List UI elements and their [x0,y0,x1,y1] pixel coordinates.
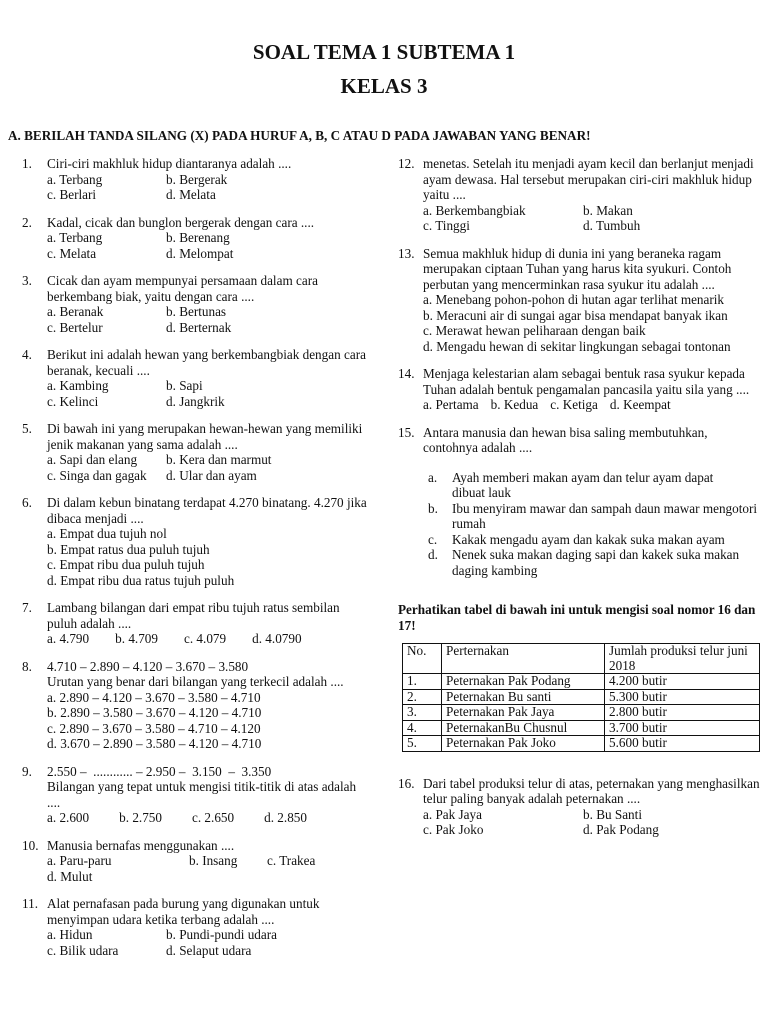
option-letter: b. [428,500,438,516]
option-b[interactable]: b. Kedua [490,397,539,412]
option-c[interactable]: c. Ketiga [550,397,598,412]
option-b[interactable]: b. Makan [583,202,633,218]
option-d[interactable]: d. Melompat [166,245,234,261]
table-cell: 3.700 butir [605,720,760,736]
question-15 [398,425,760,579]
question-number: 7. [22,600,32,615]
table-cell: Peternakan Pak Jaya [442,705,605,721]
option-text: Ayah memberi makan ayam dan telur ayam dapat dibuat lauk [452,469,734,500]
table-header-row [403,644,760,674]
question-number: 6. [22,495,32,510]
option-c[interactable]: c. Berlari [47,187,97,202]
table-cell: 5. [403,736,442,752]
option-a[interactable]: a. Menebang pohon-pohon di hutan agar terlihat menarik [423,292,725,307]
question-11 [22,896,370,958]
table-instruction: Perhatikan tabel di bawah ini untuk mengisi soal nomor 16 dan 17! [398,602,756,633]
question-12 [398,156,760,234]
option-c[interactable]: c. Merawat hewan peliharaan dengan baik [423,323,646,338]
question-1 [22,156,370,203]
option-b[interactable]: b. Sapi [166,378,203,393]
section-instruction: A. BERILAH TANDA SILANG (X) PADA HURUF A, B, C ATAU D PADA JAWABAN YANG BENAR! [8,128,591,143]
option-a[interactable]: a. Berkembangbiak [423,202,526,218]
table-cell: Peternakan Pak Joko [442,736,605,752]
option-b[interactable]: b. Bu Santi [583,806,642,822]
question-14 [398,366,760,413]
page-subtitle: KELAS 3 [340,74,428,98]
option-a[interactable] [428,470,760,501]
option-a[interactable]: a. Sapi dan elang [47,452,138,467]
table-cell: 2. [403,689,442,705]
table-cell: 3. [403,705,442,721]
option-b[interactable]: b. Empat ratus dua puluh tujuh [47,541,210,557]
question-6 [22,495,370,588]
table-cell: Peternakan Pak Podang [442,674,605,690]
option-c[interactable]: c. Empat ribu dua puluh tujuh [47,557,205,572]
header-cell: Perternakan [442,644,605,674]
option-c[interactable]: c. Pak Joko [423,822,484,837]
question-text: Di bawah ini yang merupakan hewan-hewan yang memiliki jenik makanan yang sama adalah .... [47,421,363,452]
option-d[interactable]: d. Jangkrik [166,393,225,409]
option-c[interactable]: c. Bilik udara [47,942,119,958]
option-b[interactable]: b. Kera dan marmut [166,452,272,467]
option-a[interactable]: a. Pertama [423,397,479,412]
table-cell: 5.600 butir [605,736,760,752]
question-text: menetas. Setelah itu menjadi ayam kecil dan berlanjut menjadi ayam dewasa. Hal tersebut merupakan ciri-ciri makhluk hidup yaitu .... [423,156,754,202]
option-b[interactable]: b. 2.890 – 3.580 – 3.670 – 4.120 – 4.710 [47,705,262,720]
question-number: 15. [398,424,415,440]
question-number: 9. [22,763,32,779]
table-cell: 1. [403,674,442,690]
question-16 [398,776,760,838]
question-text: Semua makhluk hidup di dunia ini yang beraneka ragam merupakan ciptaan Tuhan yang harus kita syukuri. Contoh perbutan yang mencerminkan rasa syukur itu adalah .... [423,245,732,292]
option-c[interactable]: c. 2.890 – 3.670 – 3.580 – 4.710 – 4.120 [47,720,261,736]
question-text: Dari tabel produksi telur di atas, peternakan yang menghasilkan telur paling banyak adalah peternakan .... [423,775,760,806]
question-number: 10. [22,837,39,853]
option-c[interactable]: c. 2.650 [191,810,235,825]
option-d[interactable]: d. 3.670 – 2.890 – 3.580 – 4.120 – 4.710 [47,736,262,751]
option-letter: d. [428,547,438,562]
option-a[interactable]: a. 4.790 [47,631,90,646]
option-d[interactable]: d. Berternak [166,319,232,335]
question-number: 5. [22,421,32,436]
option-text: Nenek suka makan daging sapi dan kakek suka makan daging kambing [452,547,740,578]
right-column [398,156,760,850]
table-cell: PeternakanBu Chusnul [442,720,605,736]
question-text: Menjaga kelestarian alam sebagai bentuk rasa syukur kepada Tuhan adalah bentuk pengamalan pancasila yaitu sila yang .... [423,366,750,397]
option-d[interactable]: d. Keempat [609,397,671,412]
question-13 [398,246,760,355]
table-cell: 4. [403,720,442,736]
option-text: Kakak mengadu ayam dan kakak suka makan ayam [452,531,725,547]
option-d[interactable]: d. Mulut [47,868,93,884]
option-a[interactable]: a. Hidun [47,927,93,942]
option-c[interactable]: c. Singa dan gagak [47,467,147,483]
option-d[interactable]: d. Mengadu hewan di sekitar lingkungan sebagai tontonan [423,338,731,354]
option-c[interactable]: c. 4.079 [183,631,227,646]
table-row [403,689,760,705]
question-5 [22,421,370,483]
question-4 [22,347,370,409]
option-b[interactable]: b. 2.750 [119,810,162,825]
option-letter: c. [428,531,438,547]
question-2 [22,215,370,262]
option-text: Ibu menyiram mawar dan sampah daun mawar mengotori rumah [452,500,758,531]
option-b[interactable]: b. Bergerak [166,171,228,187]
option-c[interactable]: c. Kelinci [47,393,99,409]
table-row [403,674,760,690]
question-number: 8. [22,658,32,674]
option-d[interactable]: d. Tumbuh [583,218,641,233]
option-d[interactable] [428,547,760,578]
question-number: 3. [22,273,32,288]
option-a[interactable]: a. Beranak [47,304,104,319]
option-b[interactable]: b. Bertunas [166,304,227,319]
option-c[interactable] [428,532,760,548]
option-c[interactable]: c. Trakea [267,853,316,868]
question-number: 11. [22,896,38,911]
production-table [402,643,760,752]
question-number: 1. [22,156,32,171]
table-cell: 4.200 butir [605,674,760,690]
option-a[interactable]: a. 2.600 [47,810,90,825]
option-b[interactable]: b. Berenang [166,230,230,245]
header-cell: No. [403,644,442,674]
question-number: 13. [398,245,415,261]
option-a[interactable]: a. Empat dua tujuh nol [47,526,167,541]
question-number: 12. [398,156,415,171]
option-d[interactable]: d. 4.0790 [252,631,302,646]
question-number: 4. [22,347,32,362]
option-c[interactable]: c. Melata [47,245,97,261]
option-letter: a. [428,469,438,485]
question-text: Ciri-ciri makhluk hidup diantaranya adalah .... [47,156,292,171]
header-cell: Jumlah produksi telur juni 2018 [605,644,760,674]
option-d[interactable]: d. Ular dan ayam [166,467,257,483]
option-d[interactable]: d. 2.850 [264,810,307,825]
option-c[interactable]: c. Tinggi [423,218,470,233]
left-column [22,156,370,970]
question-prompt: Urutan yang benar dari bilangan yang terkecil adalah .... [47,674,344,689]
option-b[interactable]: b. 4.709 [115,631,158,646]
option-b[interactable]: b. Pundi-pundi udara [166,927,277,942]
question-prompt: Bilangan yang tepat untuk mengisi titik-titik di atas adalah .... [47,779,357,810]
question-text: Di dalam kebun binatang terdapat 4.270 binatang. 4.270 jika dibaca menjadi .... [47,495,367,526]
question-7 [22,600,370,647]
question-9 [22,764,370,826]
table-row [403,720,760,736]
question-text: Manusia bernafas menggunakan .... [47,837,235,853]
option-a[interactable]: a. Paru-paru [47,853,112,868]
option-b[interactable]: b. Meracuni air di sungai agar bisa mendapat banyak ikan [423,307,728,323]
option-d[interactable]: d. Empat ribu dua ratus tujuh puluh [47,572,235,588]
question-10 [22,838,370,885]
question-number: 16. [398,775,415,791]
question-text: Berikut ini adalah hewan yang berkembangbiak dengan cara beranak, kecuali .... [47,347,366,378]
question-text: Kadal, cicak dan bunglon bergerak dengan cara .... [47,214,315,230]
option-d[interactable]: d. Selaput udara [166,942,252,958]
option-a[interactable]: a. 2.890 – 4.120 – 3.670 – 3.580 – 4.710 [47,689,261,705]
table-row [403,736,760,752]
question-text: 2.550 – ............ – 2.950 – 3.150 – 3.350 [47,763,272,779]
table-cell: 5.300 butir [605,689,760,705]
table-cell: Peternakan Bu santi [442,689,605,705]
question-text: Antara manusia dan hewan bisa saling membutuhkan, contohnya adalah .... [423,424,708,455]
option-a[interactable]: a. Kambing [47,378,109,393]
option-d[interactable]: d. Pak Podang [583,822,659,837]
table-cell: 2.800 butir [605,705,760,721]
option-d[interactable]: d. Melata [166,187,216,202]
option-b[interactable] [428,501,760,532]
option-a[interactable]: a. Pak Jaya [423,806,482,822]
question-3 [22,273,370,335]
question-number: 14. [398,366,415,381]
question-text: Alat pernafasan pada burung yang digunakan untuk menyimpan udara ketika terbang adalah .... [47,896,320,927]
question-number: 2. [22,214,32,230]
option-b[interactable]: b. Insang [189,853,238,868]
question-text: Cicak dan ayam mempunyai persamaan dalam cara berkembang biak, yaitu dengan cara .... [47,273,318,304]
option-a[interactable]: a. Terbang [47,171,103,187]
table-row [403,705,760,721]
page-title: SOAL TEMA 1 SUBTEMA 1 [252,40,516,64]
option-c[interactable]: c. Bertelur [47,319,103,335]
question-text: Lambang bilangan dari empat ribu tujuh ratus sembilan puluh adalah .... [47,600,340,631]
question-text: 4.710 – 2.890 – 4.120 – 3.670 – 3.580 [47,658,249,674]
question-8 [22,659,370,752]
option-a[interactable]: a. Terbang [47,230,103,245]
